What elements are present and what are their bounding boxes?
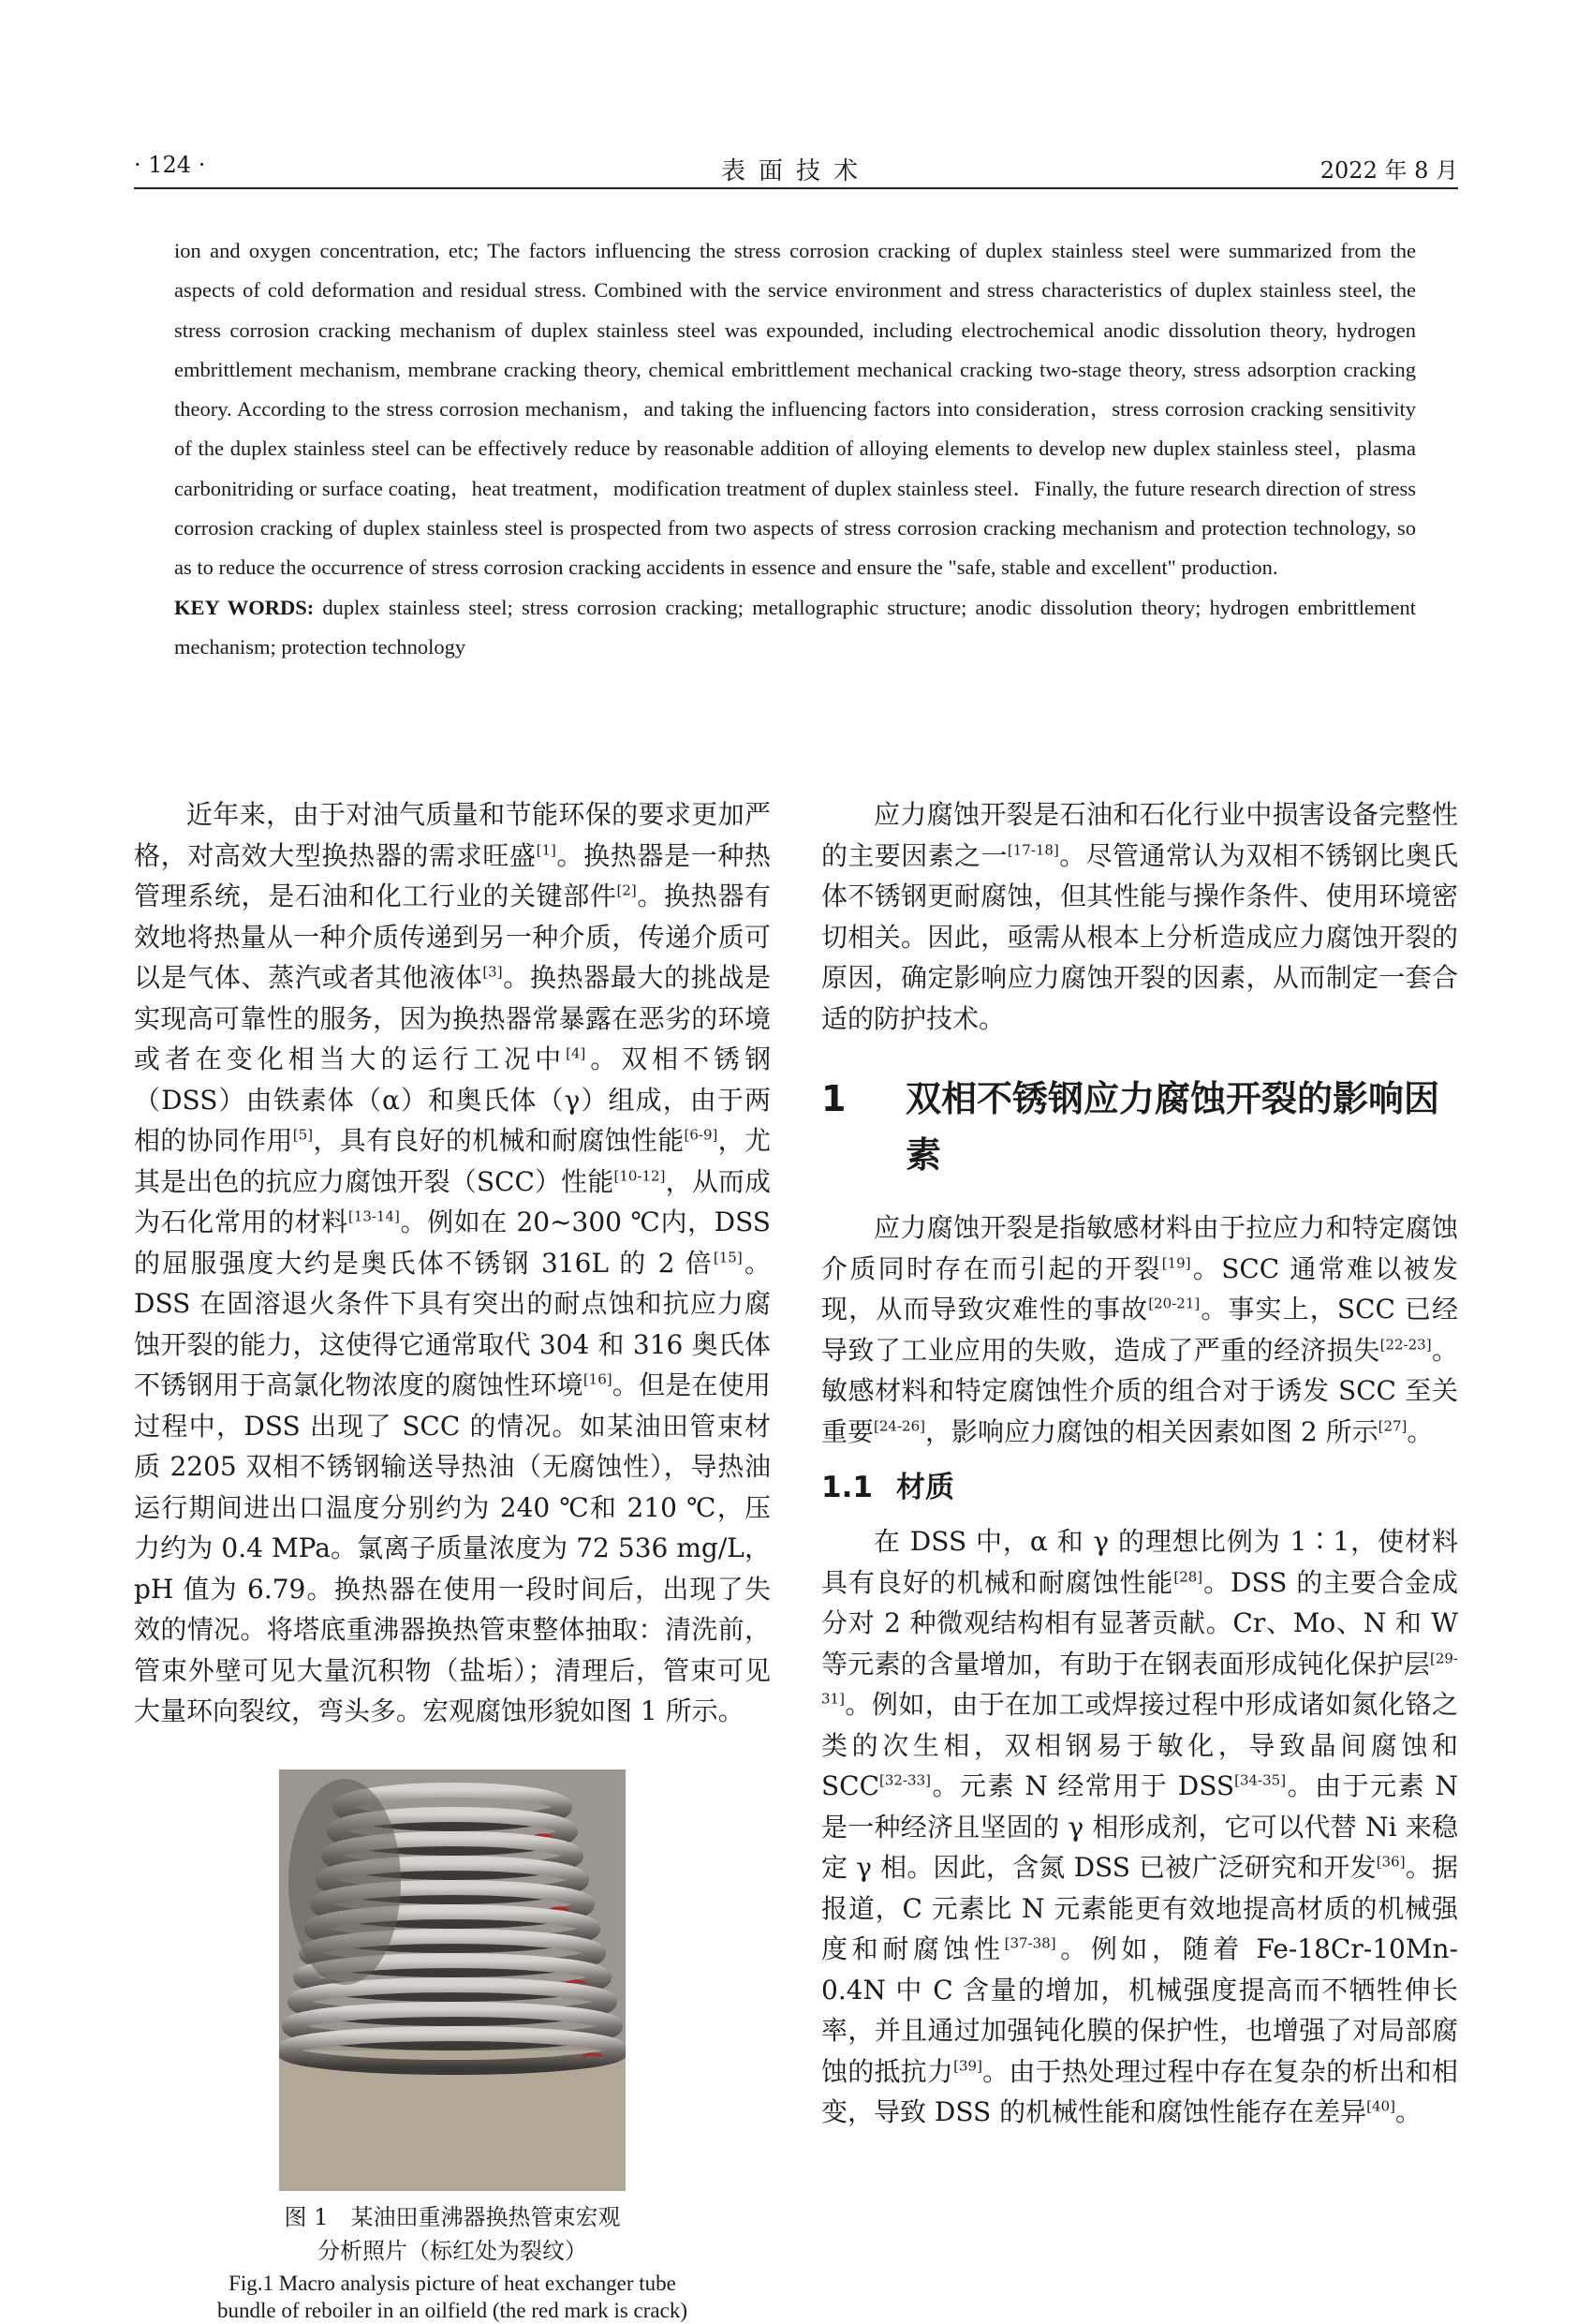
text-run: ，影响应力腐蚀的相关因素如图 2 所示 bbox=[924, 1415, 1378, 1447]
section-1-1-heading bbox=[821, 1467, 1458, 1508]
text-run: 。由于元素 N 是一种经济且坚固的 γ 相形成剂，它可以代替 Ni 来稳定 γ 相。因此，含氮 DSS 已被广泛研究和开发 bbox=[821, 1770, 1458, 1883]
text-run: ，尤其是出色的抗应力腐蚀开裂（SCC）性能 bbox=[134, 1125, 771, 1197]
text-run: 。敏感材料和特定腐蚀性介质的组合对于诱发 SCC 至关重要 bbox=[821, 1334, 1458, 1447]
right-column bbox=[821, 794, 1458, 2133]
text-run: 。事实上，SCC 已经导致了工业应用的失败，造成了严重的经济损失 bbox=[821, 1294, 1458, 1366]
citation: [20-21] bbox=[1148, 1295, 1201, 1312]
citation: [39] bbox=[953, 2057, 982, 2075]
citation: [10-12] bbox=[613, 1167, 666, 1185]
paragraph-scc-intro bbox=[821, 794, 1458, 1039]
paragraph-intro bbox=[134, 794, 771, 1732]
text-run: 。DSS 的主要合金成分对 2 种微观结构相有显著贡献。Cr、Mo、N 和 W 等元素的含量增加，有助于在钢表面形成钝化保护层 bbox=[821, 1566, 1458, 1680]
citation: [17-18] bbox=[1007, 841, 1059, 859]
tube-bundle-photo bbox=[279, 1769, 626, 2191]
tube-bundle-illustration bbox=[279, 1769, 626, 2191]
citation: [16] bbox=[582, 1370, 612, 1388]
figure-caption-cn-1: 图 1 某油田重沸器换热管束宏观 bbox=[284, 2203, 621, 2230]
keywords bbox=[174, 588, 1416, 668]
page-number: · 124 · bbox=[134, 152, 206, 178]
citation: [3] bbox=[482, 963, 503, 981]
figure-caption-cn-2: 分析照片（标红处为裂纹） bbox=[317, 2237, 587, 2264]
text-run: 。元素 N 经常用于 DSS bbox=[930, 1770, 1235, 1801]
running-header bbox=[134, 150, 1458, 189]
figure-caption-en-2: bundle of reboiler in an oilfield (the red mark is crack) bbox=[217, 2298, 687, 2322]
citation: [24-26] bbox=[874, 1417, 925, 1435]
text-run: 在 DSS 中，α 和 γ 的理想比例为 1∶1，使材料具有良好的机械和耐腐蚀性能 bbox=[821, 1526, 1458, 1598]
citation: [15] bbox=[713, 1249, 743, 1266]
text-run: ，具有良好的机械和耐腐蚀性能 bbox=[313, 1125, 685, 1156]
text-run: 。换热器有效地将热量从一种介质传递到另一种介质，传递介质可以是气体、蒸汽或者其他液体 bbox=[134, 881, 771, 993]
text-run: 。双相不锈钢（DSS）由铁素体（α）和奥氏体（γ）组成，由于两相的协同作用 bbox=[134, 1044, 771, 1156]
citation: [19] bbox=[1161, 1254, 1191, 1272]
text-run: 。例如，由于在加工或焊接过程中形成诸如氮化铬之类的次生相，双相钢易于敏化，导致晶间腐蚀和 SCC bbox=[821, 1689, 1458, 1801]
figure-caption-en-1: Fig.1 Macro analysis picture of heat exchanger tube bbox=[228, 2271, 676, 2295]
paragraph-scc-definition bbox=[821, 1207, 1458, 1452]
citation: [32-33] bbox=[879, 1771, 931, 1789]
citation: [40] bbox=[1366, 2097, 1395, 2115]
english-abstract bbox=[174, 231, 1416, 667]
paragraph-material bbox=[821, 1521, 1458, 2133]
citation: [22-23] bbox=[1379, 1336, 1432, 1354]
citation: [4] bbox=[566, 1044, 586, 1062]
text-run: ，从而成为石化常用的材料 bbox=[134, 1165, 771, 1237]
text-run: 。DSS 在固溶退火条件下具有突出的耐点蚀和抗应力腐蚀开裂的能力，这使得它通常取代 304 和 316 奥氏体不锈钢用于高氯化物浓度的腐蚀性环境 bbox=[134, 1247, 771, 1400]
text-run: 。例如，随着 Fe-18Cr-10Mn-0.4N 中 C 含量的增加，机械强度提高而不牺牲伸长率，并且通过加强钝化膜的保护性，也增强了对局部腐蚀的抵抗力 bbox=[821, 1933, 1458, 2087]
citation: [13-14] bbox=[347, 1207, 400, 1225]
section-1-1-title: 材质 bbox=[896, 1471, 954, 1504]
text-run: 。据报道，C 元素比 N 元素能更有效地提高材质的机械强度和耐腐蚀性 bbox=[821, 1852, 1458, 1964]
section-1-number: 1 bbox=[821, 1078, 847, 1119]
journal-title: 表面技术 bbox=[720, 157, 871, 185]
issue-date: 2022 年 8 月 bbox=[1319, 157, 1458, 184]
text-run: 近年来，由于对油气质量和节能环保的要求更加严格，对高效大型换热器的需求旺盛 bbox=[134, 799, 771, 871]
citation: [28] bbox=[1173, 1568, 1203, 1586]
citation: [37-38] bbox=[1004, 1934, 1056, 1952]
citation: [27] bbox=[1378, 1417, 1408, 1435]
text-run: 。换热器是一种热管理系统，是石油和化工行业的关键部件 bbox=[134, 839, 771, 911]
citation: [29-31] bbox=[821, 1650, 1458, 1708]
citation: [1] bbox=[536, 841, 556, 859]
citation: [2] bbox=[616, 881, 637, 899]
left-column bbox=[134, 794, 771, 2324]
citation: [36] bbox=[1376, 1853, 1406, 1871]
citation: [34-35] bbox=[1234, 1771, 1287, 1789]
text-run: 应力腐蚀开裂是石油和石化行业中损害设备完整性的主要因素之一 bbox=[821, 799, 1458, 871]
section-1-1-number: 1.1 bbox=[821, 1471, 873, 1504]
figure-1 bbox=[134, 1769, 771, 2324]
text-run: 。由于热处理过程中存在复杂的析出和相变，导致 DSS 的机械性能和腐蚀性能存在差异 bbox=[821, 2055, 1458, 2127]
text-run: 。SCC 通常难以被发现，从而导致灾难性的事故 bbox=[821, 1252, 1458, 1325]
citation: [6-9] bbox=[684, 1126, 718, 1144]
text-run: 。 bbox=[1394, 2096, 1422, 2127]
keywords-text: duplex stainless steel; stress corrosion cracking; metallographic structure; anodic dissolution theory; hydrogen embrittlement mechanism; protection technology bbox=[174, 595, 1416, 659]
text-run: 。但是在使用过程中，DSS 出现了 SCC 的情况。如某油田管束材质 2205 双相不锈钢输送导热油（无腐蚀性），导热油运行期间进出口温度分别约为 240 ℃和 210 ℃，压力约为 0.4 MPa。氯离子质量浓度为 72 536 mg/L，pH 值为 6.79。换热器在使用一段时间后，出现了失效的情况。将塔底重沸器换热管束整体抽取：清洗前，管束外壁可见大量沉积物（盐垢）；清理后，管束可见大量环向裂纹，弯头多。宏观腐蚀形貌如图 1 所示。 bbox=[134, 1369, 771, 1726]
text-run: 。尽管通常认为双相不锈钢比奥氏体不锈钢更耐腐蚀，但其性能与操作条件、使用环境密切相关。因此，亟需从根本上分析造成应力腐蚀开裂的原因，确定影响应力腐蚀开裂的因素，从而制定一套合适的防护技术。 bbox=[821, 839, 1458, 1034]
section-1-title: 双相不锈钢应力腐蚀开裂的影响因素 bbox=[906, 1078, 1440, 1176]
citation: [5] bbox=[292, 1126, 314, 1144]
text-run: 应力腐蚀开裂是指敏感材料由于拉应力和特定腐蚀介质同时存在而引起的开裂 bbox=[821, 1212, 1458, 1284]
section-1-heading bbox=[821, 1071, 1458, 1183]
keywords-label: KEY WORDS: bbox=[174, 595, 315, 619]
text-run: 。换热器最大的挑战是实现高可靠性的服务，因为换热器常暴露在恶劣的环境或者在变化相当大的运行工况中 bbox=[134, 962, 771, 1074]
text-run: 。 bbox=[1407, 1415, 1434, 1447]
abstract-text: ion and oxygen concentration, etc; The factors influencing the stress corrosion cracking of duplex stainless steel were summarized from the aspects of cold deformation and residual stress. Combined with the service environment and stress characteristics of duplex stainless steel, the stress corrosion cracking mechanism of duplex stainless steel was expounded, including electrochemical anodic dissolution theory, hydrogen embrittlement mechanism, membrane cracking theory, chemical embrittlement mechanical cracking two-stage theory, stress adsorption cracking theory. According to the stress corrosion mechanism，and taking the influencing factors into consideration，stress corrosion cracking sensitivity of the duplex stainless steel can be effectively reduce by reasonable addition of alloying elements to develop new duplex stainless steel，plasma carbonitriding or surface coating，heat treatment，modification treatment of duplex stainless steel．Finally, the future research direction of stress corrosion cracking of duplex stainless steel is prospected from two aspects of stress corrosion cracking mechanism and protection technology, so as to reduce the occurrence of stress corrosion cracking accidents in essence and ensure the "safe, stable and excellent" production. bbox=[174, 239, 1416, 580]
text-run: 。例如在 20~300 ℃内，DSS 的屈服强度大约是奥氏体不锈钢 316L 的 2 倍 bbox=[134, 1206, 771, 1279]
